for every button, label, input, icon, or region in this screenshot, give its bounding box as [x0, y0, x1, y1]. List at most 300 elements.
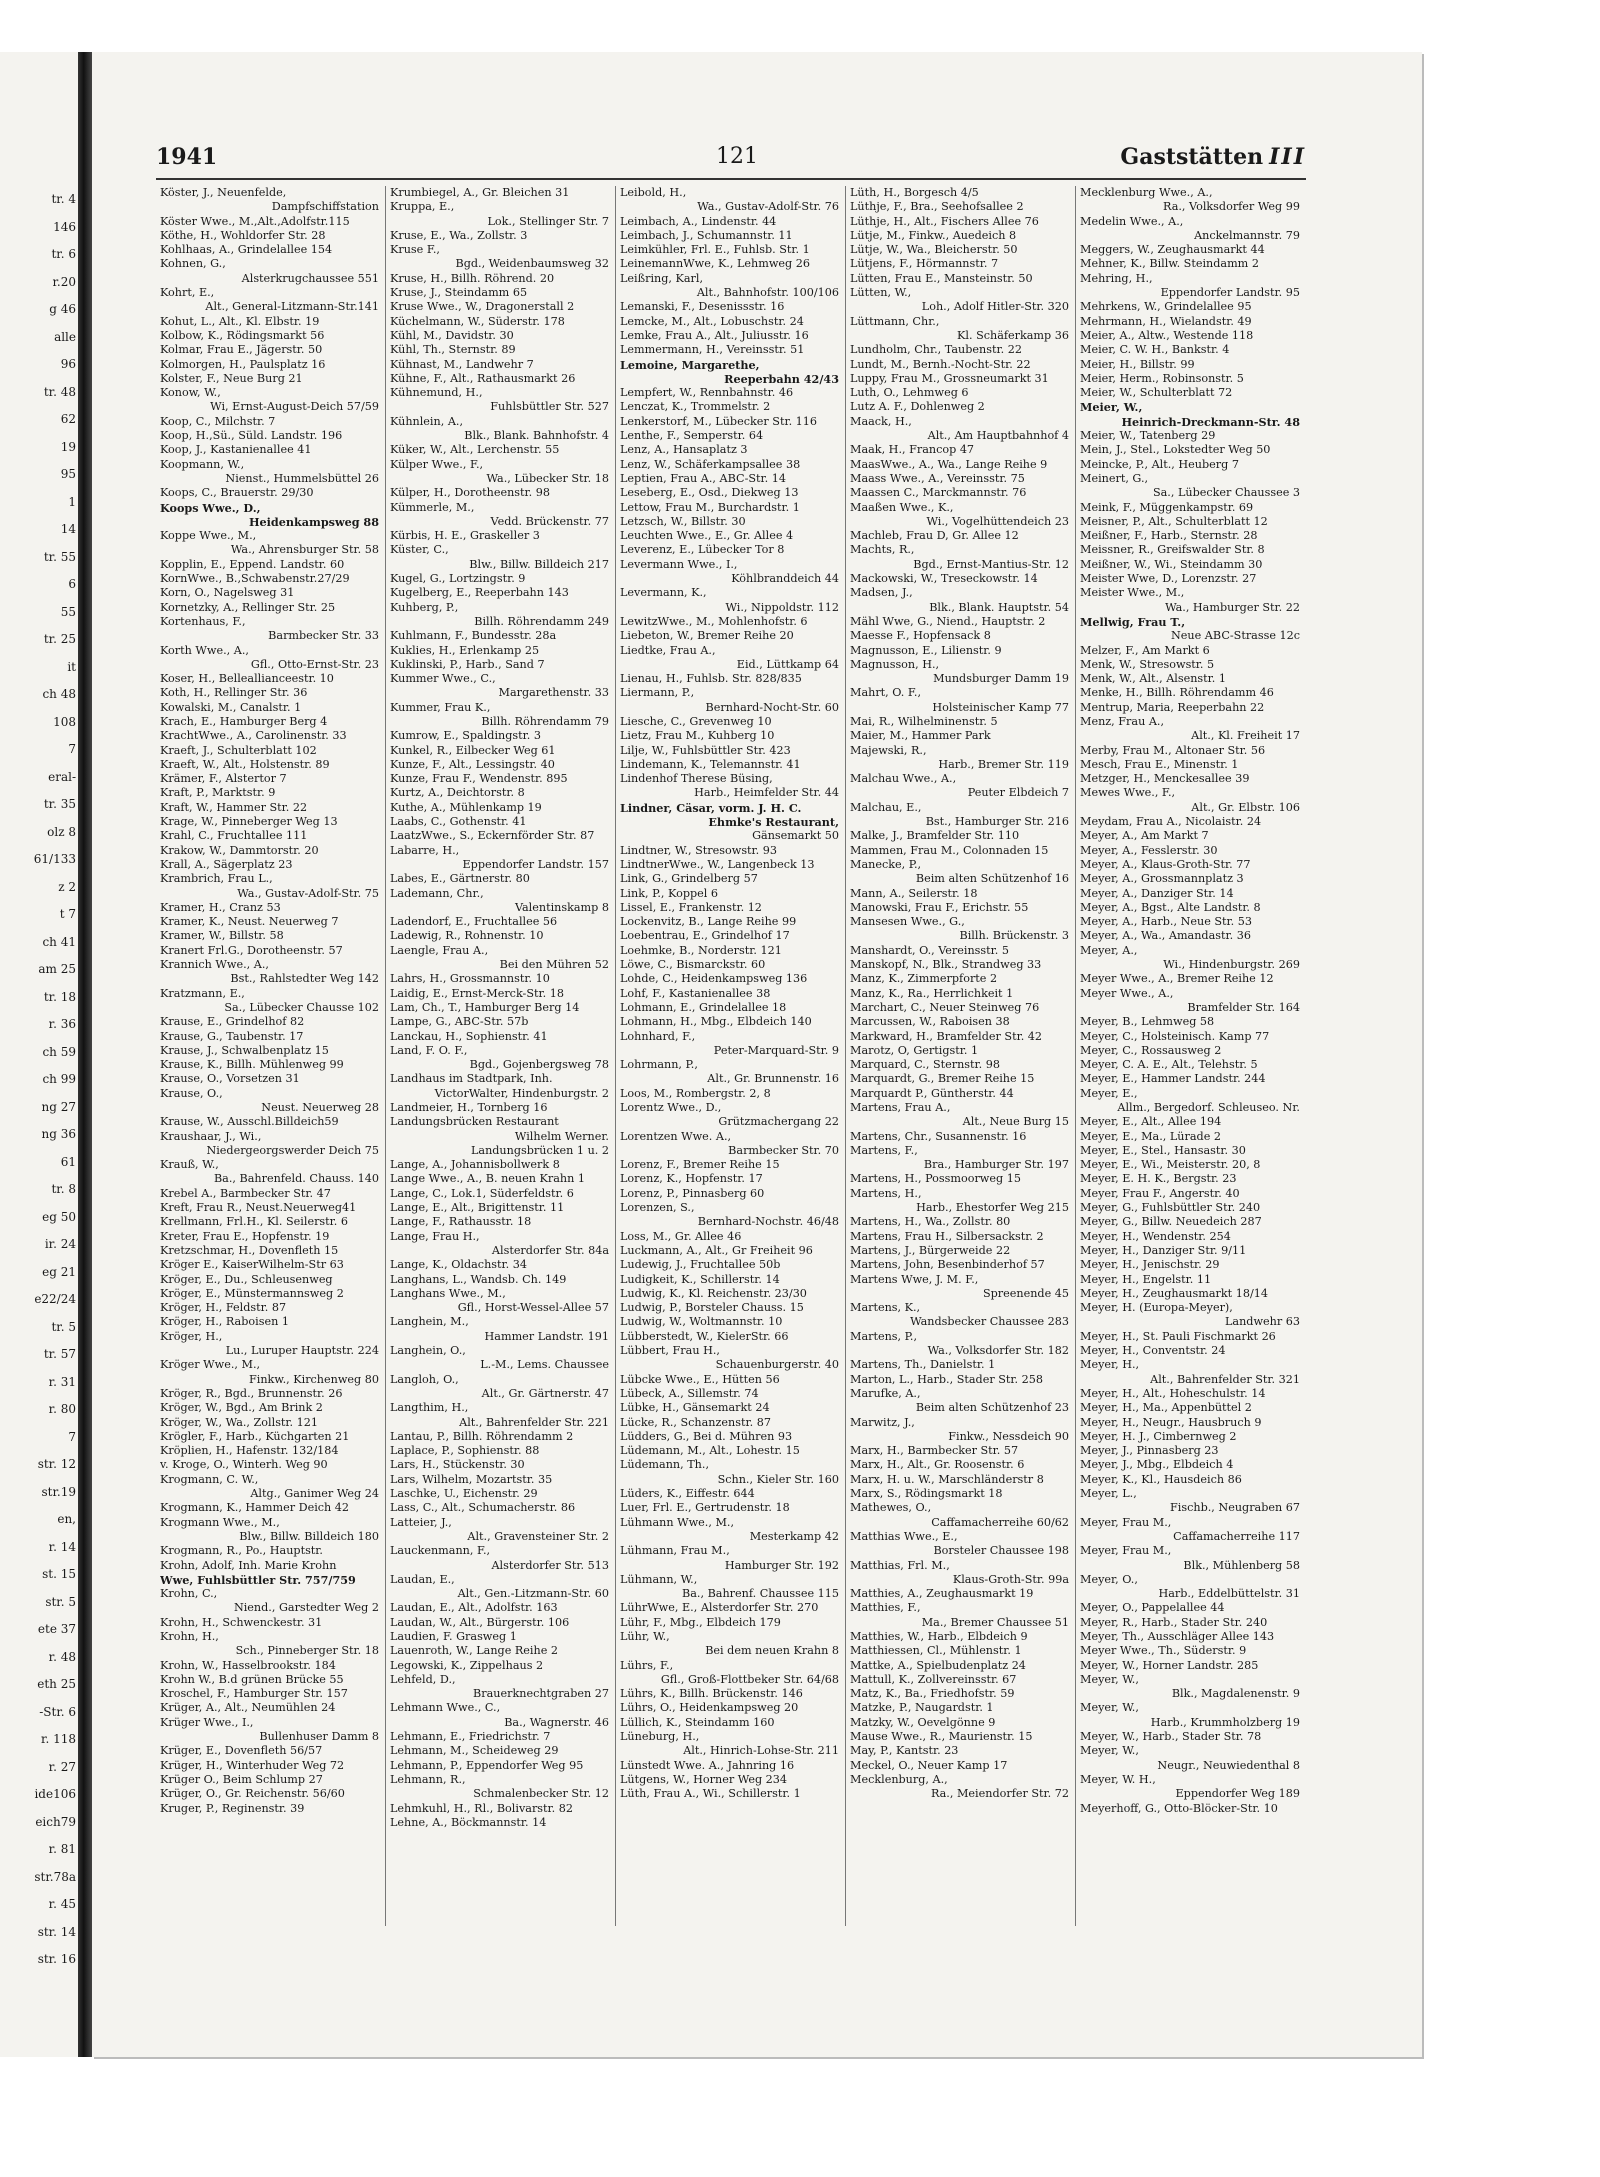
directory-entry: Lorenz, F., Bremer Reihe 15 — [620, 1158, 780, 1172]
directory-entry: Kuklinski, P., Harb., Sand 7 — [390, 657, 545, 671]
left-page-fragment: -Str. 6 — [39, 1704, 76, 1719]
directory-entry: Lehmann, P., Eppendorfer Weg 95 — [390, 1758, 584, 1772]
directory-entry: Meyer Wwe., A., Bremer Reihe 12 — [1080, 972, 1274, 986]
directory-entry: Meyer, Th., Ausschläger Allee 143 — [1080, 1629, 1275, 1643]
directory-entry: Link, P., Koppel 6 — [620, 886, 719, 900]
directory-entry: Konow, W., — [160, 386, 221, 400]
entry-continuation: Wa., Volksdorfer Str. 182 — [927, 1344, 1069, 1358]
directory-entry: Lüth, H., Borgesch 4/5 — [850, 186, 979, 199]
left-page-fragment: r. 81 — [48, 1842, 76, 1856]
directory-entry: Meyer, E., Alt., Allee 194 — [1080, 1115, 1222, 1129]
directory-entry: Lütje, M., Finkw., Auedeich 8 — [850, 228, 1017, 242]
entry-continuation: Landwehr 63 — [1224, 1315, 1300, 1329]
directory-entry: Kruppa, E., — [390, 200, 455, 214]
directory-entry: Meink, F., Müggenkampstr. 69 — [1080, 500, 1254, 514]
directory-entry: Menz, Frau A., — [1080, 714, 1165, 728]
left-page-fragment: ng 36 — [41, 1127, 76, 1141]
directory-entry: Lantau, P., Billh. Röhrendamm 2 — [390, 1429, 574, 1443]
entry-continuation: Klaus-Groth-Str. 99a — [952, 1572, 1069, 1586]
directory-entry: Luckmann, A., Alt., Gr Freiheit 96 — [620, 1243, 813, 1257]
directory-entry: Kröger Wwe., M., — [160, 1358, 261, 1372]
directory-entry: Kürbis, H. E., Graskeller 3 — [390, 529, 540, 543]
directory-entry: Marx, S., Rödingsmarkt 18 — [850, 1487, 1003, 1501]
directory-entry: Matzke, P., Naugardstr. 1 — [850, 1701, 994, 1715]
entry-continuation: Bgd., Ernst-Mantius-Str. 12 — [913, 557, 1069, 571]
directory-entry: Matthiessen, Cl., Mühlenstr. 1 — [850, 1644, 1022, 1658]
directory-entry: Meyer, L., — [1080, 1487, 1137, 1501]
entry-continuation: Bei den Mühren 52 — [499, 958, 609, 972]
directory-entry: Meyer, Frau M., — [1080, 1544, 1172, 1558]
directory-entry: Leuchten Wwe., E., Gr. Allee 4 — [620, 529, 794, 543]
directory-entry: Mehner, K., Billw. Steindamm 2 — [1080, 257, 1259, 271]
directory-entry: Lührs, F., — [620, 1658, 674, 1672]
left-page-fragment: tr. 8 — [51, 1182, 76, 1196]
directory-entry: Kruse, J., Steindamm 65 — [390, 286, 528, 300]
directory-entry: Lissel, E., Frankenstr. 12 — [620, 900, 762, 914]
left-page-fragment: str. 12 — [37, 1457, 76, 1471]
left-page-fragment: tr. 5 — [51, 1319, 76, 1334]
directory-entry: Machts, R., — [850, 543, 915, 557]
directory-entry: Leimbach, A., Lindenstr. 44 — [620, 214, 777, 228]
directory-entry: LindtnerWwe., W., Langenbeck 13 — [620, 857, 815, 871]
directory-entry: Meyer, O., — [1080, 1572, 1138, 1586]
entry-continuation: Dampfschiffstation — [271, 200, 379, 214]
left-page-fragment: 108 — [53, 714, 76, 729]
entry-continuation: L.-M., Lems. Chaussee — [480, 1358, 609, 1372]
directory-entry: Meyer, H., Ma., Appenbüttel 2 — [1080, 1401, 1252, 1415]
directory-entry: Meyer, B., Lehmweg 58 — [1080, 1015, 1215, 1029]
left-page-fragment: ng 27 — [41, 1099, 76, 1114]
directory-entry: Mehrmann, H., Wielandstr. 49 — [1080, 314, 1252, 328]
entry-continuation: VictorWalter, Hindenburgstr. 2 — [434, 1086, 609, 1100]
directory-entry: Maassen C., Marckmannstr. 76 — [850, 486, 1027, 500]
directory-entry: Martens, John, Besenbinderhof 57 — [850, 1258, 1045, 1272]
directory-entry: Lademann, Chr., — [390, 886, 484, 900]
directory-entry: Kummer, Frau K., — [390, 700, 491, 714]
directory-entry: Krannich Wwe., A., — [160, 958, 269, 972]
directory-entry: Krohn, H., — [160, 1629, 219, 1643]
directory-entry: Koth, H., Rellinger Str. 36 — [160, 686, 308, 700]
directory-entry: Martens, Chr., Susannenstr. 16 — [850, 1129, 1027, 1143]
directory-entry: LeinemannWwe, K., Lehmweg 26 — [620, 257, 810, 271]
directory-entry: Lorenzen, S., — [620, 1201, 695, 1215]
directory-entry: Meyer Wwe., Th., Süderstr. 9 — [1080, 1644, 1247, 1658]
directory-entry: Maack, H., — [850, 414, 912, 428]
directory-entry: Lohrmann, P., — [620, 1058, 698, 1072]
entry-continuation: Alt., Bahrenfelder Str. 321 — [1150, 1372, 1300, 1386]
entry-continuation: Hammer Landstr. 191 — [484, 1329, 609, 1343]
entry-continuation: Billh. Röhrendamm 79 — [481, 714, 609, 728]
entry-continuation: Alt., Kl. Freiheit 17 — [1191, 729, 1300, 743]
left-page-fragment: str.78a — [34, 1869, 76, 1884]
directory-entry: Meinert, G., — [1080, 471, 1149, 485]
directory-entry: Link, G., Grindelberg 57 — [620, 872, 758, 886]
entry-continuation: Schn., Kieler Str. 160 — [717, 1472, 839, 1486]
directory-entry: Lemmermann, H., Vereinsstr. 51 — [620, 343, 805, 357]
directory-entry: Magnusson, H., — [850, 657, 940, 671]
left-page-fragment: r. 14 — [48, 1539, 76, 1554]
directory-entry: Marx, H., Barmbecker Str. 57 — [850, 1444, 1019, 1458]
left-page-fragment: 19 — [60, 439, 76, 454]
directory-entry: Kranert Frl.G., Dorotheenstr. 57 — [160, 943, 343, 957]
directory-entry: Levermann Wwe., I., — [620, 557, 738, 571]
directory-entry: Lehmann, R., — [390, 1772, 466, 1786]
entry-continuation: Harb., Eddelbüttelstr. 31 — [1158, 1587, 1300, 1601]
directory-entry: Lange, A., Johannisbollwerk 8 — [390, 1158, 560, 1172]
directory-entry: Lahrs, H., Grossmannstr. 10 — [390, 972, 550, 986]
directory-entry: Kornetzky, A., Rellinger Str. 25 — [160, 600, 336, 614]
directory-entry: Lange, F., Rathausstr. 18 — [390, 1215, 532, 1229]
directory-entry: Mein, J., Stel., Lokstedter Weg 50 — [1080, 443, 1271, 457]
directory-entry: Meyer, J., Pinnasberg 23 — [1080, 1444, 1219, 1458]
directory-entry: Kruse, E., Wa., Zollstr. 3 — [390, 228, 528, 242]
entry-continuation: Wa., Ahrensburger Str. 58 — [230, 543, 379, 557]
directory-entry: Menk, W., Stresowstr. 5 — [1080, 657, 1215, 671]
entry-continuation: Finkw., Kirchenweg 80 — [249, 1372, 379, 1386]
directory-entry: Langhein, O., — [390, 1344, 466, 1358]
entry-continuation: Beim alten Schützenhof 23 — [915, 1401, 1069, 1415]
directory-entry: Krellmann, Frl.H., Kl. Seilerstr. 6 — [160, 1215, 348, 1229]
directory-entry: Meyer, E., Stel., Hansastr. 30 — [1080, 1143, 1246, 1157]
directory-entry: Manz, K., Zimmerpforte 2 — [850, 972, 998, 986]
directory-entry: Kopplin, E., Eppend. Landstr. 60 — [160, 557, 345, 571]
directory-entry: Liesche, C., Grevenweg 10 — [620, 714, 772, 728]
directory-entry: Kraushaar, J., Wi., — [160, 1129, 262, 1143]
directory-entry: Martens Wwe, J. M. F., — [850, 1272, 979, 1286]
directory-entry: Meydam, Frau A., Nicolaistr. 24 — [1080, 815, 1262, 829]
entry-continuation: Kl. Schäferkamp 36 — [957, 328, 1069, 342]
directory-entry: Krach, E., Hamburger Berg 4 — [160, 714, 328, 728]
directory-entry: Lars, Wilhelm, Mozartstr. 35 — [390, 1472, 553, 1486]
directory-entry: Meckel, O., Neuer Kamp 17 — [850, 1758, 1008, 1772]
directory-entry: Leverenz, E., Lübecker Tor 8 — [620, 543, 785, 557]
directory-entry: Lütjens, F., Hörmannstr. 7 — [850, 257, 999, 271]
directory-entry: Kohrt, E., — [160, 286, 215, 300]
directory-entry: Kreter, Frau E., Hopfenstr. 19 — [160, 1229, 330, 1243]
directory-entry: Meyer, A., Wa., Amandastr. 36 — [1080, 929, 1251, 943]
directory-entry: Krambrich, Frau L., — [160, 872, 273, 886]
directory-entry: Martens, Frau A., — [850, 1101, 951, 1114]
directory-entry: Lüthje, F., Bra., Seehofsallee 2 — [850, 200, 1024, 214]
directory-entry: Kuhberg, P., — [390, 600, 459, 614]
directory-entry: Meyer, E. H. K., Bergstr. 23 — [1080, 1172, 1237, 1186]
directory-entry: Land, F. O. F., — [390, 1043, 468, 1057]
directory-entry: Meyer, W., Horner Landstr. 285 — [1080, 1658, 1259, 1672]
directory-entry: Kreft, Frau R., Neust.Neuerweg41 — [160, 1201, 357, 1215]
directory-entry: Kolbow, K., Rödingsmarkt 56 — [160, 328, 325, 342]
entry-continuation: Blw., Billw. Billdeich 217 — [469, 557, 609, 571]
directory-entry: Latteier, J., — [390, 1515, 452, 1529]
directory-entry: v. Kroge, O., Winterh. Weg 90 — [160, 1458, 328, 1472]
directory-entry: Meyer, A., Grossmannplatz 3 — [1080, 872, 1244, 886]
left-page-fragment: 61 — [60, 1154, 76, 1169]
entry-continuation: Vedd. Brückenstr. 77 — [490, 514, 609, 528]
entry-continuation: Wi., Nippoldstr. 112 — [725, 600, 839, 614]
directory-entry: Landmeier, H., Tornberg 16 — [390, 1101, 548, 1114]
entry-continuation: Gänsemarkt 50 — [752, 829, 839, 843]
left-page-fragment: st. 15 — [42, 1567, 76, 1581]
directory-entry: Lars, H., Stückenstr. 30 — [390, 1458, 525, 1472]
directory-entry: Mähl Wwe, G., Niend., Hauptstr. 2 — [850, 614, 1046, 628]
entry-continuation: Harb., Krummholzberg 19 — [1150, 1715, 1300, 1729]
directory-entry: Krause, G., Taubenstr. 17 — [160, 1029, 304, 1043]
directory-entry: Laabs, C., Gothenstr. 41 — [390, 815, 527, 829]
left-page-fragment: ch 59 — [42, 1044, 76, 1059]
directory-entry: Langthim, H., — [390, 1401, 469, 1415]
left-page-fragment: alle — [54, 329, 76, 344]
directory-entry: Meyer, H., Alt., Hoheschulstr. 14 — [1080, 1386, 1266, 1400]
directory-entry: Lemanski, F., Desenissstr. 16 — [620, 300, 785, 314]
entry-continuation: Sa., Lübecker Chaussee 3 — [1152, 486, 1300, 500]
directory-entry: Meyer, A., Bgst., Alte Landstr. 8 — [1080, 900, 1261, 914]
directory-entry: Marquardt, G., Bremer Reihe 15 — [850, 1072, 1035, 1086]
directory-entry: Mause Wwe., R., Maurienstr. 15 — [850, 1730, 1033, 1744]
directory-entry: Krebel A., Barmbecker Str. 47 — [160, 1186, 331, 1200]
directory-entry: Lüdemann, M., Alt., Lohestr. 15 — [620, 1444, 800, 1458]
directory-entry: Krauß, W., — [160, 1158, 219, 1172]
directory-entry: Metzger, H., Menckesallee 39 — [1080, 772, 1250, 786]
entry-continuation: Beim alten Schützenhof 16 — [915, 872, 1069, 886]
directory-entry: Lenthe, F., Semperstr. 64 — [620, 429, 764, 443]
left-page-fragment: str. 14 — [37, 1924, 76, 1939]
entry-continuation: Hamburger Str. 192 — [724, 1558, 839, 1572]
directory-entry: Meier, Herm., Robinsonstr. 5 — [1080, 371, 1244, 385]
directory-entry: May, P., Kantstr. 23 — [850, 1744, 959, 1758]
directory-entry: Lienau, H., Fuhlsb. Str. 828/835 — [620, 672, 802, 686]
entry-continuation: Lu., Luruper Hauptstr. 224 — [225, 1344, 379, 1358]
entry-continuation: Mundsburger Damm 19 — [933, 672, 1069, 686]
directory-entry: Lührs, K., Billh. Brückenstr. 146 — [620, 1687, 803, 1701]
entry-continuation: Finkw., Nessdeich 90 — [948, 1429, 1069, 1443]
left-page-fragment: ide106 — [34, 1787, 76, 1801]
directory-entry: Loss, M., Gr. Allee 46 — [620, 1229, 742, 1243]
directory-entry: Mecklenburg, A., — [850, 1772, 948, 1786]
directory-entry: Meyer, H., Neugr., Hausbruch 9 — [1080, 1415, 1262, 1429]
directory-entry: Landhaus im Stadtpark, Inh. — [390, 1072, 553, 1086]
directory-entry: Meyer, W., — [1080, 1672, 1139, 1686]
entry-continuation: Ba., Wagnerstr. 46 — [504, 1715, 609, 1729]
directory-entry: Mahrt, O. F., — [850, 686, 922, 700]
directory-column-4 — [846, 186, 1076, 1926]
directory-entry: Meyer, H., Jenischstr. 29 — [1080, 1258, 1220, 1272]
entry-continuation: Blk., Blank. Bahnhofstr. 4 — [464, 429, 609, 443]
directory-entry: Meyer, E., Ma., Lürade 2 — [1080, 1129, 1221, 1143]
directory-entry: Laschke, U., Eichenstr. 29 — [390, 1487, 538, 1501]
directory-entry: Kolster, F., Neue Burg 21 — [160, 371, 303, 385]
directory-entry: Krohn W., B.d grünen Brücke 55 — [160, 1672, 344, 1686]
left-page-fragment: 61/133 — [33, 852, 76, 866]
directory-entry: Meyer, A., Am Markt 7 — [1080, 829, 1209, 843]
left-page-fragment: ch 48 — [42, 687, 76, 701]
directory-entry: Kugel, G., Lortzingstr. 9 — [390, 572, 526, 586]
directory-entry: Lindtner, W., Stresowstr. 93 — [620, 843, 778, 857]
entry-continuation: Sch., Pinneberger Str. 18 — [235, 1644, 379, 1658]
directory-entry: Meyer, C., Holsteinisch. Kamp 77 — [1080, 1029, 1270, 1043]
entry-continuation: Sa., Lübecker Chausse 102 — [224, 1000, 379, 1014]
directory-entry: Kruse F., — [390, 243, 440, 257]
directory-entry: Mann, A., Seilerstr. 18 — [850, 886, 978, 900]
directory-entry: Lutz A. F., Dohlenweg 2 — [850, 400, 985, 414]
directory-entry: Meissner, R., Greifswalder Str. 8 — [1080, 543, 1265, 557]
directory-entry: Ludwig, W., Woltmannstr. 10 — [620, 1315, 783, 1329]
entry-continuation: Alt., Am Hauptbahnhof 4 — [927, 429, 1069, 443]
directory-entry: Lorentz Wwe., D., — [620, 1101, 722, 1114]
directory-entry: Krämer, F., Alstertor 7 — [160, 772, 287, 786]
left-page-fragment: r. 118 — [41, 1732, 76, 1746]
entry-continuation: Loh., Adolf Hitler-Str. 320 — [921, 300, 1069, 314]
entry-continuation: Eid., Lüttkamp 64 — [736, 657, 839, 671]
directory-column-2 — [386, 186, 616, 1926]
directory-entry: Lehfeld, D., — [390, 1672, 456, 1686]
directory-entry: Koops, C., Brauerstr. 29/30 — [160, 486, 314, 500]
directory-entry: Meißner, F., Harb., Sternstr. 28 — [1080, 529, 1258, 543]
left-page-fragment: 7 — [68, 1429, 76, 1444]
entry-continuation: Bernhard-Nochstr. 46/48 — [697, 1215, 839, 1229]
entry-continuation: Harb., Heimfelder Str. 44 — [694, 786, 839, 800]
directory-entry: Meyer, A., — [1080, 943, 1138, 957]
directory-entry: Lütten, W., — [850, 286, 912, 300]
entry-continuation: Alt., Neue Burg 15 — [962, 1115, 1069, 1129]
header-rule — [156, 178, 1306, 180]
page-year: 1941 — [156, 144, 218, 170]
directory-entry: Meyer, W., — [1080, 1701, 1139, 1715]
directory-entry: Meyer, C. A. E., Alt., Telehstr. 5 — [1080, 1058, 1258, 1072]
entry-continuation: Harb., Bremer Str. 119 — [938, 757, 1069, 771]
directory-entry: Kugelberg, E., Reeperbahn 143 — [390, 586, 569, 600]
directory-entry: Kruse, H., Billh. Röhrend. 20 — [390, 271, 555, 285]
entry-continuation: Wa., Gustav-Adolf-Str. 76 — [697, 200, 839, 214]
entry-continuation: Wa., Hamburger Str. 22 — [1165, 600, 1300, 614]
directory-entry: Martens, J., Bürgerweide 22 — [850, 1243, 1011, 1257]
directory-entry: Leibold, H., — [620, 186, 687, 199]
directory-entry: Lütgens, W., Horner Weg 234 — [620, 1772, 788, 1786]
directory-entry: Mackowski, W., Treseckowstr. 14 — [850, 572, 1038, 586]
entry-continuation: Gfl., Groß-Flottbeker Str. 64/68 — [660, 1672, 839, 1686]
directory-entry: Kühne, F., Alt., Rathausmarkt 26 — [390, 371, 576, 385]
directory-entry: Mattull, K., Zollvereinsstr. 67 — [850, 1672, 1017, 1686]
directory-entry: Kühnast, M., Landwehr 7 — [390, 357, 534, 371]
section-title: Gaststätten III — [1120, 144, 1306, 170]
directory-entry: Ludewig, J., Fruchtallee 50b — [620, 1258, 781, 1272]
directory-entry: Kowalski, M., Canalstr. 1 — [160, 700, 302, 714]
left-page-fragment: en, — [57, 1512, 76, 1526]
entry-continuation: Ehmke's Restaurant, — [708, 815, 839, 830]
directory-entry: Marufke, A., — [850, 1386, 921, 1400]
directory-entry: Matz, K., Ba., Friedhofstr. 59 — [850, 1687, 1015, 1701]
directory-entry: Meyer, E., — [1080, 1086, 1138, 1100]
directory-entry: Lenczat, K., Trommelstr. 2 — [620, 400, 771, 414]
directory-entry: Letzsch, W., Billstr. 30 — [620, 514, 746, 528]
left-page-fragment: e22/24 — [34, 1292, 76, 1306]
directory-entry: Martens, K., — [850, 1301, 921, 1315]
left-page-fragment: g 46 — [49, 302, 76, 316]
directory-entry: Meyer, H., Danziger Str. 9/11 — [1080, 1243, 1247, 1257]
directory-entry: Lange, E., Alt., Brigittenstr. 11 — [390, 1201, 565, 1215]
directory-entry: Laudan, E., Alt., Adolfstr. 163 — [390, 1601, 558, 1615]
directory-entry: Lauckenmann, F., — [390, 1544, 491, 1558]
directory-entry: Kröger, W., Wa., Zollstr. 121 — [160, 1415, 319, 1429]
directory-entry: Meyerhoff, G., Otto-Blöcker-Str. 10 — [1080, 1801, 1278, 1815]
directory-entry: Kolmar, Frau E., Jägerstr. 50 — [160, 343, 323, 357]
left-page-fragment: eth 25 — [37, 1677, 76, 1691]
entry-continuation: Heinrich-Dreckmann-Str. 48 — [1121, 414, 1300, 429]
directory-entry: Kunze, Frau F., Wendenstr. 895 — [390, 772, 568, 786]
directory-entry: Lehmann, E., Friedrichstr. 7 — [390, 1730, 551, 1744]
directory-entry: Lüttmann, Chr., — [850, 314, 940, 328]
directory-entry: Levermann, K., — [620, 586, 707, 600]
directory-entry: Krogmann, C. W., — [160, 1472, 259, 1486]
directory-entry: Meyer, Frau F., Angerstr. 40 — [1080, 1186, 1240, 1200]
directory-entry: Lücke, R., Schanzenstr. 87 — [620, 1415, 771, 1429]
entry-continuation: Landungsbrücken 1 u. 2 — [470, 1143, 609, 1157]
directory-entry: Krumbiegel, A., Gr. Bleichen 31 — [390, 186, 570, 199]
directory-entry: Meister Wwe., M., — [1080, 586, 1185, 600]
left-page-fragment: r. 45 — [48, 1897, 76, 1911]
directory-entry: Krogmann, R., Po., Hauptstr. — [160, 1544, 323, 1558]
directory-entry: Martens, H., Possmoorweg 15 — [850, 1172, 1021, 1186]
left-page-fragment: tr. 35 — [43, 797, 76, 811]
left-page-fragment: r. 36 — [48, 1017, 76, 1031]
directory-entry: Liedtke, Frau A., — [620, 643, 716, 657]
directory-entry: Merby, Frau M., Altonaer Str. 56 — [1080, 743, 1266, 757]
directory-entry: Langhans Wwe., M., — [390, 1286, 506, 1300]
directory-entry: Kuhlmann, F., Bundesstr. 28a — [390, 629, 557, 643]
directory-entry: Kühnemund, H., — [390, 386, 483, 400]
directory-entry: Kretzschmar, H., Dovenfleth 15 — [160, 1243, 339, 1257]
directory-entry: Marwitz, J., — [850, 1415, 915, 1429]
directory-entry: Ludwig, P., Borsteler Chauss. 15 — [620, 1301, 804, 1315]
directory-entry: Kröger, H., Raboisen 1 — [160, 1315, 289, 1329]
entry-continuation: Fuhlsbüttler Str. 527 — [490, 400, 609, 414]
entry-continuation: Gfl., Otto-Ernst-Str. 23 — [250, 657, 379, 671]
directory-entry: Kruger, P., Reginenstr. 39 — [160, 1801, 305, 1815]
directory-columns — [156, 186, 1306, 1926]
left-page-fragment: tr. 18 — [43, 989, 76, 1004]
entry-continuation: Bgd., Weidenbaumsweg 32 — [455, 257, 609, 271]
directory-entry: Meister Wwe, D., Lorenzstr. 27 — [1080, 572, 1257, 586]
directory-entry: Lüdders, G., Bei d. Mühren 93 — [620, 1429, 793, 1443]
directory-entry: Lütje, W., Wa., Bleicherstr. 50 — [850, 243, 1018, 257]
left-page-remnant — [0, 52, 78, 2057]
left-page-fragment: ir. 24 — [44, 1237, 76, 1251]
directory-entry: Kortenhaus, F., — [160, 614, 246, 628]
entry-continuation: Holsteinischer Kamp 77 — [932, 700, 1069, 714]
directory-entry: Koopmann, W., — [160, 457, 245, 471]
directory-entry: Meyer, O., Pappelallee 44 — [1080, 1601, 1225, 1615]
directory-entry: Lilje, W., Fuhlsbüttler Str. 423 — [620, 743, 791, 757]
directory-entry: Meyer, J., Mbg., Elbdeich 4 — [1080, 1458, 1234, 1472]
directory-entry: Kummer Wwe., C., — [390, 672, 496, 686]
directory-entry: Meyer, G., Fuhlsbüttler Str. 240 — [1080, 1201, 1261, 1215]
directory-entry: Lauenroth, W., Lange Reihe 2 — [390, 1644, 559, 1658]
directory-entry: Lenz, W., Schäferkampsallee 38 — [620, 457, 801, 471]
entry-continuation: Alt., Gen.-Litzmann-Str. 60 — [457, 1587, 609, 1601]
directory-entry: Kröger, W., Bgd., Am Brink 2 — [160, 1401, 323, 1415]
directory-entry: Meyer, K., Kl., Hausdeich 86 — [1080, 1472, 1242, 1486]
directory-entry: Langhein, M., — [390, 1315, 469, 1329]
directory-entry: Kühl, M., Davidstr. 30 — [390, 328, 514, 342]
left-page-fragment: ch 99 — [42, 1072, 76, 1086]
directory-entry: Meyer, H., Conventstr. 24 — [1080, 1344, 1226, 1358]
entry-continuation: Bst., Hamburger Str. 216 — [925, 815, 1069, 829]
directory-entry: Leißring, Karl, — [620, 271, 704, 285]
directory-entry: Löwe, C., Bismarckstr. 60 — [620, 958, 766, 972]
directory-entry: Lemke, Frau A., Alt., Juliusstr. 16 — [620, 328, 809, 342]
directory-entry: Lüthje, H., Alt., Fischers Allee 76 — [850, 214, 1039, 228]
directory-entry: Meyer, E., Wi., Meisterstr. 20, 8 — [1080, 1158, 1261, 1172]
left-page-fragment: ete 37 — [37, 1622, 76, 1636]
entry-continuation: Bramfelder Str. 164 — [1187, 1000, 1300, 1014]
